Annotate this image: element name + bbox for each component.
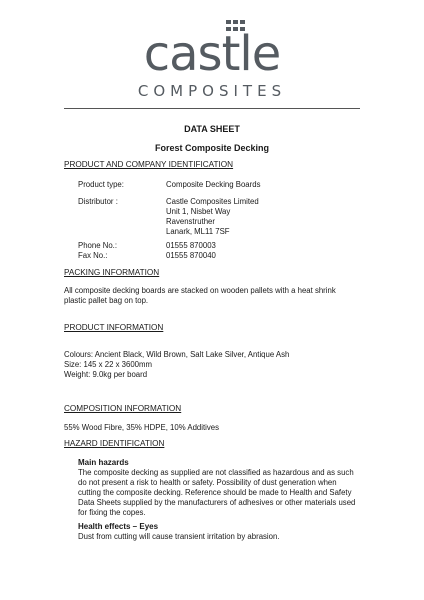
logo-wordmark: castle xyxy=(143,26,281,82)
health-effects-eyes-heading: Health effects – Eyes xyxy=(78,522,159,531)
product-type-value: Composite Decking Boards xyxy=(166,180,261,189)
section-composition: COMPOSITION INFORMATION xyxy=(64,404,182,413)
packing-line: plastic pallet bag on top. xyxy=(64,296,149,305)
logo-subtitle: COMPOSITES xyxy=(137,82,287,100)
doc-title: DATA SHEET xyxy=(184,124,240,134)
distributor-line: Lanark, ML11 7SF xyxy=(166,227,230,236)
section-packing: PACKING INFORMATION xyxy=(64,268,160,277)
distributor-line: Ravenstruther xyxy=(166,217,215,226)
product-weight: Weight: 9.0kg per board xyxy=(64,370,148,379)
main-hazards-heading: Main hazards xyxy=(78,458,129,467)
hazard-line: Data Sheets supplied by the manufacturers of adhesives or other materials used xyxy=(78,498,356,507)
product-size: Size: 145 x 22 x 3600mm xyxy=(64,360,152,369)
section-product-company: PRODUCT AND COMPANY IDENTIFICATION xyxy=(64,160,234,169)
hazard-line: The composite decking as supplied are not classified as hazardous and as such xyxy=(78,468,354,477)
product-type-label: Product type: xyxy=(78,180,124,189)
hazard-line: do not present a risk to health or safety. Possibility of dust generation when xyxy=(78,478,337,487)
eyes-text: Dust from cutting will cause transient irritation by abrasion. xyxy=(78,532,280,541)
castle-composites-logo xyxy=(0,18,424,100)
distributor-label: Distributor : xyxy=(78,197,118,206)
phone-label: Phone No.: xyxy=(78,241,118,250)
section-hazard: HAZARD IDENTIFICATION xyxy=(64,439,165,448)
section-product-info: PRODUCT INFORMATION xyxy=(64,323,164,332)
fax-value: 01555 870040 xyxy=(166,251,216,260)
distributor-line: Castle Composites Limited xyxy=(166,197,259,206)
header-divider xyxy=(64,108,360,109)
composition-text: 55% Wood Fibre, 35% HDPE, 10% Additives xyxy=(64,423,220,432)
distributor-line: Unit 1, Nisbet Way xyxy=(166,207,231,216)
hazard-line: for fixing the copes. xyxy=(78,508,146,517)
hazard-line: cutting the composite decking. Reference should be made to Health and Safety xyxy=(78,488,352,497)
doc-subtitle: Forest Composite Decking xyxy=(154,143,270,153)
product-colours: Colours: Ancient Black, Wild Brown, Salt Lake Silver, Antique Ash xyxy=(64,350,290,359)
packing-line: All composite decking boards are stacked on wooden pallets with a heat shrink xyxy=(64,286,336,295)
fax-label: Fax No.: xyxy=(78,251,108,260)
phone-value: 01555 870003 xyxy=(166,241,216,250)
